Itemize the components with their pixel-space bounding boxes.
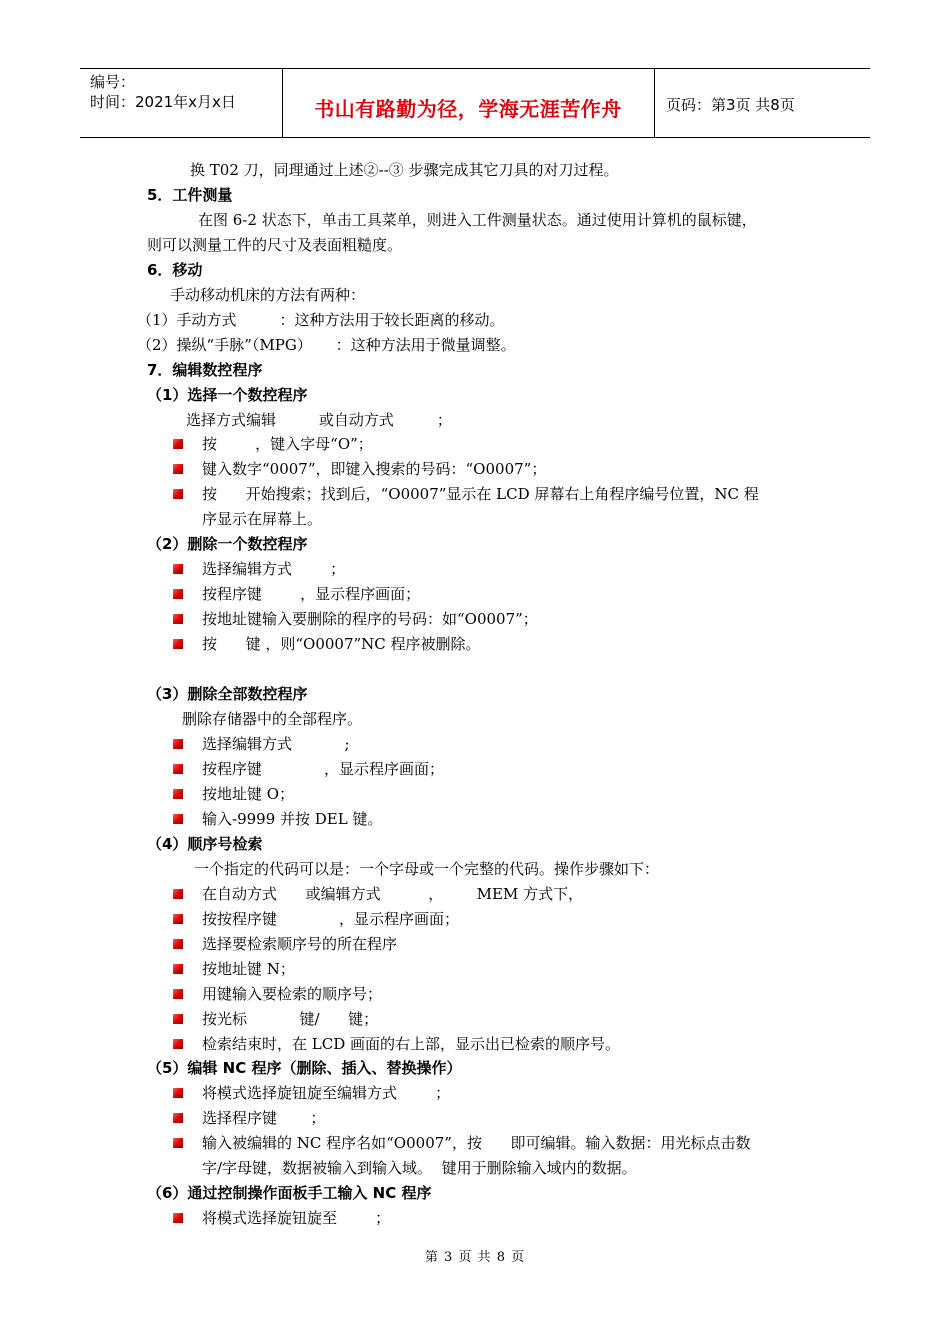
- list-item: 选择程序键 ；: [202, 1109, 326, 1127]
- bullet-icon: [173, 889, 183, 899]
- list-item: 按 键 ，则“O0007”NC 程序被删除。: [202, 635, 481, 653]
- section-heading: 7．编辑数控程序: [147, 361, 263, 379]
- subsection-heading: （4）顺序号检索: [147, 835, 263, 853]
- header-motto: 书山有路勤为径，学海无涯苦作舟: [314, 97, 622, 121]
- bullet-icon: [173, 939, 183, 949]
- bullet-icon: [173, 564, 183, 574]
- paragraph-line: 选择方式编辑 或自动方式 ；: [186, 411, 452, 429]
- page-footer-number: 第 3 页 共 8 页: [424, 1250, 526, 1265]
- list-item: 输入被编辑的 NC 程序名如“O0007”，按 即可编辑。输入数据：用光标点击数: [202, 1134, 751, 1152]
- list-item-continuation: 字/字母键，数据被输入到输入域。 键用于删除输入域内的数据。: [202, 1159, 637, 1177]
- bullet-icon: [173, 589, 183, 599]
- list-item: 在自动方式 或编辑方式 ， MEM 方式下，: [202, 885, 584, 903]
- section-heading: 5．工件测量: [147, 186, 233, 204]
- bullet-icon: [173, 914, 183, 924]
- paragraph-line: 一个指定的代码可以是：一个字母或一个完整的代码。操作步骤如下：: [194, 860, 660, 878]
- list-item: 将模式选择旋钮旋至编辑方式 ；: [202, 1084, 451, 1102]
- list-item: 输入-9999 并按 DEL 键。: [202, 810, 383, 828]
- bullet-icon: [173, 814, 183, 824]
- header-page-number: 页码：第3页 共8页: [666, 96, 795, 114]
- header-meta-cell: [80, 69, 283, 137]
- subsection-heading: （6）通过控制操作面板手工输入 NC 程序: [147, 1184, 432, 1202]
- subsection-heading: （3）删除全部数控程序: [147, 685, 308, 703]
- paragraph-line: （2）操纵“手脉”（MPG） ：这种方法用于微量调整。: [137, 336, 516, 354]
- subsection-heading: （5）编辑 NC 程序（删除、插入、替换操作）: [147, 1059, 462, 1077]
- header-motto-cell: [282, 69, 655, 137]
- bullet-icon: [173, 489, 183, 499]
- list-item: 按地址键 O；: [202, 785, 295, 803]
- bullet-icon: [173, 464, 183, 474]
- paragraph-line: 删除存储器中的全部程序。: [182, 710, 363, 728]
- list-item: 选择要检索顺序号的所在程序: [202, 935, 398, 953]
- page-header: [80, 68, 870, 138]
- list-item: 按地址键输入要删除的程序的号码：如“O0007”；: [202, 610, 538, 628]
- list-item: 将模式选择旋钮旋至 ；: [202, 1209, 391, 1227]
- list-item: 用键输入要检索的顺序号；: [202, 985, 383, 1003]
- list-item: 按 开始搜索；找到后，“O0007”显示在 LCD 屏幕右上角程序编号位置，NC 程: [202, 485, 759, 503]
- paragraph-line: 手动移动机床的方法有两种：: [170, 286, 366, 304]
- bullet-icon: [173, 1138, 183, 1148]
- bullet-icon: [173, 1113, 183, 1123]
- bullet-icon: [173, 789, 183, 799]
- list-item: 按按程序键 ，显示程序画面；: [202, 910, 459, 928]
- bullet-icon: [173, 1213, 183, 1223]
- bullet-icon: [173, 989, 183, 999]
- list-item: 检索结束时，在 LCD 画面的右上部，显示出已检索的顺序号。: [202, 1035, 621, 1053]
- bullet-icon: [173, 1014, 183, 1024]
- list-item: 按程序键 ，显示程序画面；: [202, 585, 421, 603]
- paragraph-line: （1）手动方式 ：这种方法用于较长距离的移动。: [137, 311, 505, 329]
- list-item: 按 ，键入字母“O”；: [202, 435, 373, 453]
- bullet-icon: [173, 439, 183, 449]
- list-item: 按地址键 N；: [202, 960, 295, 978]
- subsection-heading: （2）删除一个数控程序: [147, 535, 308, 553]
- document-code-label: 编号：: [90, 73, 136, 91]
- paragraph-line: 换 T02 刀，同理通过上述②--③ 步骤完成其它刀具的对刀过程。: [190, 161, 619, 179]
- bullet-icon: [173, 614, 183, 624]
- bullet-icon: [173, 1039, 183, 1049]
- list-item: 键入数字“0007”，即键入搜索的号码：“O0007”；: [202, 460, 547, 478]
- list-item: 选择编辑方式 ;: [202, 735, 350, 753]
- subsection-heading: （1）选择一个数控程序: [147, 386, 308, 404]
- bullet-icon: [173, 639, 183, 649]
- list-item: 选择编辑方式 ；: [202, 560, 346, 578]
- bullet-icon: [173, 739, 183, 749]
- bullet-icon: [173, 1088, 183, 1098]
- header-page-cell: [654, 69, 870, 137]
- section-heading: 6．移动: [147, 261, 203, 279]
- paragraph-line: 在图 6-2 状态下，单击工具菜单，则进入工件测量状态。通过使用计算机的鼠标键，: [198, 211, 757, 229]
- document-date-label: 时间：2021年x月x日: [90, 93, 236, 111]
- list-item-continuation: 序显示在屏幕上。: [202, 510, 323, 528]
- list-item: 按程序键 ，显示程序画面；: [202, 760, 444, 778]
- paragraph-line: 则可以测量工件的尺寸及表面粗糙度。: [147, 236, 403, 254]
- list-item: 按光标 键/ 键；: [202, 1010, 379, 1028]
- bullet-icon: [173, 764, 183, 774]
- bullet-icon: [173, 964, 183, 974]
